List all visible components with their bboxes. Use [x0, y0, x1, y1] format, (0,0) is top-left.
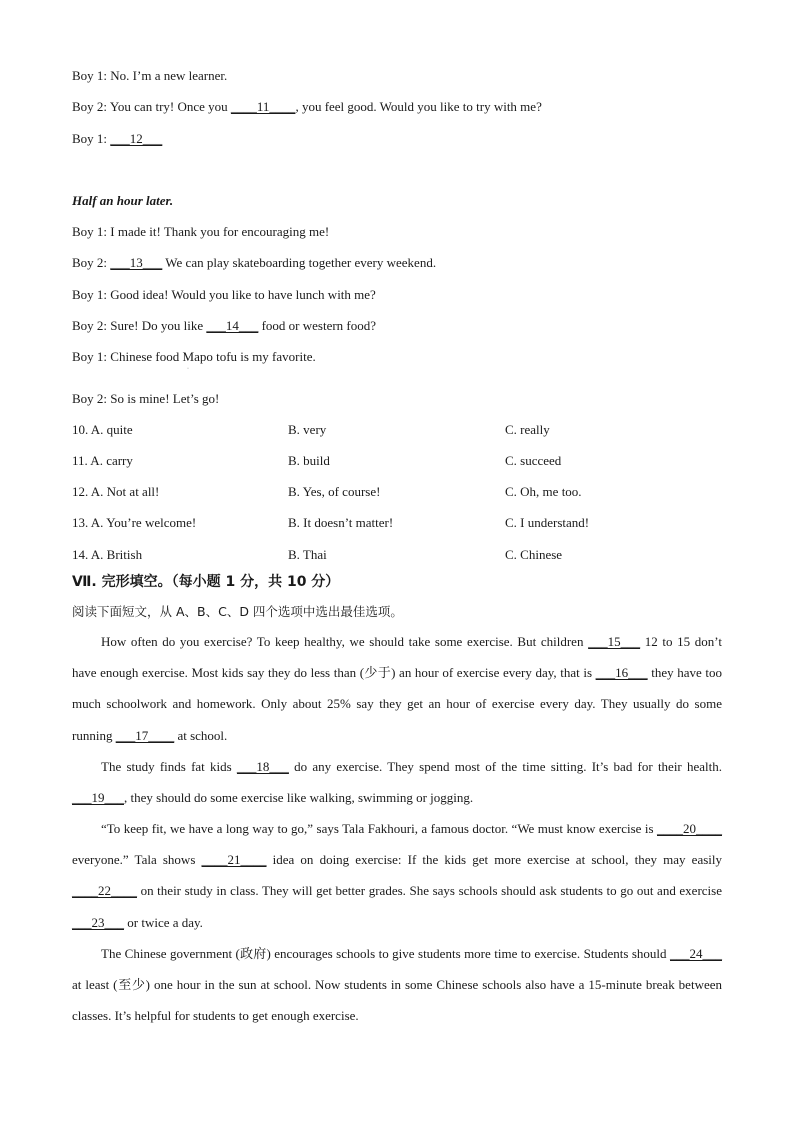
passage-text: The Chinese government (政府) encourages schools to give students more time to exercise. Students should	[101, 946, 670, 961]
option-a: 14. A. British	[72, 547, 143, 562]
dialogue-line	[72, 348, 316, 366]
blank-11: ____11____	[230, 99, 296, 114]
passage-paragraph-1	[72, 626, 722, 751]
question-options-12	[72, 483, 722, 501]
dialogue-line	[72, 223, 329, 241]
utterance: So is mine! Let’s go!	[110, 391, 220, 406]
passage-text: 12 to 15 don’t have enough exercise. Most kids say they do less than (少于) an hour of exercise every day, that is	[72, 634, 722, 681]
section-title: Ⅶ. 完形填空。（每小题 1 分，共 10 分）	[72, 574, 340, 590]
blank-20: ____20____	[657, 821, 722, 836]
option-b: B. It doesn’t matter!	[288, 515, 394, 530]
dialogue-line	[72, 67, 227, 85]
dialogue-line	[72, 317, 376, 335]
option-c: C. I understand!	[505, 515, 590, 530]
blank-13: ___13___	[110, 255, 163, 270]
question-options-11	[72, 452, 722, 470]
option-a: 10. A. quite	[72, 422, 133, 437]
dialogue-line	[72, 254, 436, 272]
stray-mark: ·	[187, 366, 189, 372]
dialogue-line	[72, 130, 162, 148]
passage-text: on their study in class. They will get better grades. She says schools should ask students to go out and exercise	[137, 883, 722, 899]
speaker: Boy 1:	[72, 224, 108, 239]
option-b: B. very	[288, 422, 327, 437]
blank-18: ___18___	[236, 759, 289, 774]
option-c: C. really	[505, 422, 550, 437]
dialogue-line	[72, 98, 542, 116]
speaker: Boy 2:	[72, 255, 108, 270]
dialogue-line	[72, 390, 219, 408]
passage-paragraph-2	[72, 751, 722, 813]
blank-24: ___24___	[670, 946, 722, 961]
passage-paragraph-3	[72, 813, 722, 938]
question-options-14	[72, 546, 722, 564]
passage-text: everyone.” Tala shows	[72, 852, 202, 868]
option-b: B. Thai	[288, 547, 327, 562]
speaker: Boy 1:	[72, 349, 108, 364]
passage-text: The study finds fat kids	[101, 759, 237, 774]
speaker: Boy 2:	[72, 391, 108, 406]
question-options-10	[72, 421, 722, 439]
blank-14: ___14___	[206, 318, 259, 333]
utterance-part: , you feel good. Would you like to try with me?	[295, 99, 542, 114]
passage-text: , they should do some exercise like walking, swimming or jogging.	[124, 790, 474, 806]
passage-text: at school.	[174, 727, 228, 743]
utterance-part: You can try! Once you	[109, 99, 231, 114]
option-c: C. Oh, me too.	[505, 484, 582, 499]
passage-text: at least (至少) one hour in the sun at school. Now students in some Chinese schools also have a 15-minute break between classes. It’s helpful for students to get enough exercise.	[72, 977, 722, 1024]
blank-15: ___15___	[588, 634, 641, 649]
speaker: Boy 1:	[72, 68, 108, 83]
passage-text: “To keep fit, we have a long way to go,” says Tala Fakhouri, a famous doctor. “We must know exercise is	[101, 821, 657, 836]
speaker: Boy 2:	[72, 99, 108, 114]
passage-text: do any exercise. They spend most of the time sitting. It’s bad for their health.	[288, 759, 723, 774]
blank-12: ___12___	[110, 131, 163, 146]
speaker: Boy 1:	[72, 287, 108, 302]
option-b: B. Yes, of course!	[288, 484, 381, 499]
passage-text: idea on doing exercise: If the kids get more exercise at school, they may easily	[266, 852, 722, 868]
option-c: C. Chinese	[505, 547, 563, 562]
utterance: Good idea! Would you like to have lunch with me?	[110, 287, 376, 302]
blank-19: ___19___	[72, 790, 124, 806]
dialogue-line	[72, 286, 376, 304]
utterance: No. I’m a new learner.	[110, 68, 228, 83]
option-a: 13. A. You’re welcome!	[72, 515, 197, 530]
passage-text: or twice a day.	[124, 914, 203, 930]
passage-text: they have too much schoolwork and homework. Only about 25% say they get an hour of exercise every day. They usually do some running	[72, 665, 722, 743]
passage-paragraph-4	[72, 938, 722, 1032]
section-instruction: 阅读下面短文，从 A、B、C、D 四个选项中选出最佳选项。	[72, 604, 403, 619]
option-a: 12. A. Not at all!	[72, 484, 160, 499]
question-options-13	[72, 514, 722, 532]
blank-23: ___23___	[72, 914, 124, 930]
utterance: Chinese food Mapo tofu is my favorite.	[110, 349, 316, 364]
utterance-part: food or western food?	[258, 318, 377, 333]
passage-text: How often do you exercise? To keep healthy, we should take some exercise. But children	[101, 634, 589, 649]
utterance-part: Sure! Do you like	[110, 318, 207, 333]
blank-21: ____21____	[201, 852, 267, 868]
blank-17: ___17____	[115, 727, 175, 743]
utterance-part: We can play skateboarding together every weekend.	[162, 255, 437, 270]
option-a: 11. A. carry	[72, 453, 133, 468]
speaker: Boy 2:	[72, 318, 108, 333]
option-c: C. succeed	[505, 453, 562, 468]
blank-16: ___16___	[595, 665, 648, 681]
scene-heading: Half an hour later.	[72, 193, 174, 208]
speaker: Boy 1:	[72, 131, 108, 146]
utterance: I made it! Thank you for encouraging me!	[110, 224, 330, 239]
blank-22: ____22____	[72, 883, 137, 899]
option-b: B. build	[288, 453, 330, 468]
